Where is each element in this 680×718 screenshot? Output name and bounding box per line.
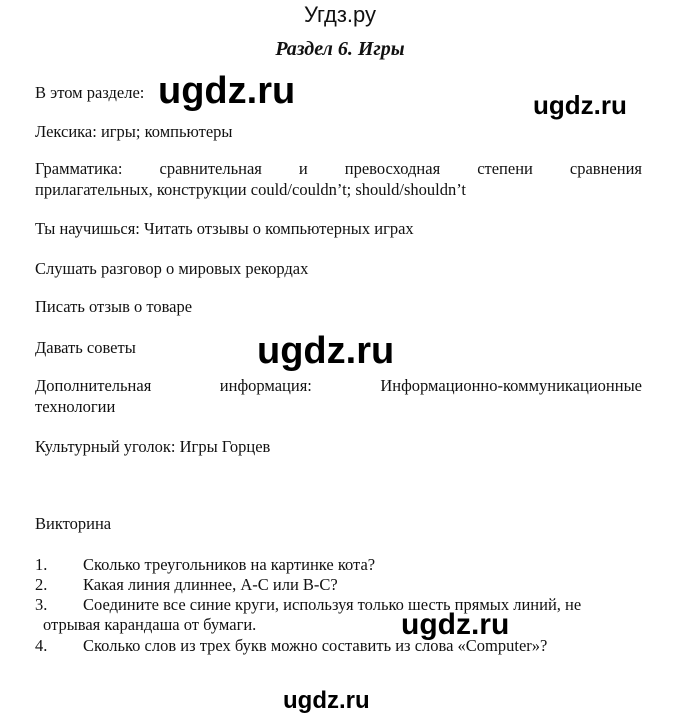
site-title: Угдз.ру xyxy=(303,2,377,27)
grammar-line-2: прилагательных, конструкции could/couldn’t; should/shouldn’t xyxy=(35,180,467,199)
quiz-text: Сколько треугольников на картинке кота? xyxy=(83,555,376,574)
quiz-text: Какая линия длиннее, A-C или B-C? xyxy=(83,575,338,594)
grammar-line-1: Грамматика: сравнительная и превосходная степени сравнения xyxy=(35,159,642,178)
quiz-text: отрывая карандаша от бумаги. xyxy=(43,615,257,634)
extra-info-line-2: технологии xyxy=(35,397,116,416)
watermark: ugdz.ru xyxy=(283,687,370,714)
learn-item-1: Ты научишься: Читать отзывы о компьютерных играх xyxy=(35,219,414,238)
watermark: ugdz.ru xyxy=(533,90,627,120)
learn-item-2: Слушать разговор о мировых рекордах xyxy=(35,259,309,278)
section-title: Раздел 6. Игры xyxy=(275,38,405,60)
quiz-item-1 xyxy=(35,555,375,575)
quiz-item-3-continued xyxy=(43,615,256,635)
quiz-text: Сколько слов из трех букв можно составить из слова «Computer»? xyxy=(83,636,548,655)
intro-label: В этом разделе: xyxy=(35,83,145,102)
watermark: ugdz.ru xyxy=(158,70,296,112)
quiz-number: 1. xyxy=(35,555,48,574)
culture-corner: Культурный уголок: Игры Горцев xyxy=(35,437,271,456)
quiz-number: 4. xyxy=(35,636,48,655)
quiz-item-2 xyxy=(35,575,338,595)
watermark: ugdz.ru xyxy=(257,330,395,372)
quiz-number: 2. xyxy=(35,575,48,594)
learn-item-4: Давать советы xyxy=(35,338,136,357)
quiz-number: 3. xyxy=(35,595,48,614)
extra-info-line-1: Дополнительная информация: Информационно-коммуникационные xyxy=(35,376,642,395)
quiz-text: Соедините все синие круги, используя только шесть прямых линий, не xyxy=(83,595,582,614)
watermark: ugdz.ru xyxy=(401,608,510,641)
quiz-title: Викторина xyxy=(35,514,112,533)
learn-item-3: Писать отзыв о товаре xyxy=(35,297,193,316)
vocabulary-line: Лексика: игры; компьютеры xyxy=(35,122,233,141)
